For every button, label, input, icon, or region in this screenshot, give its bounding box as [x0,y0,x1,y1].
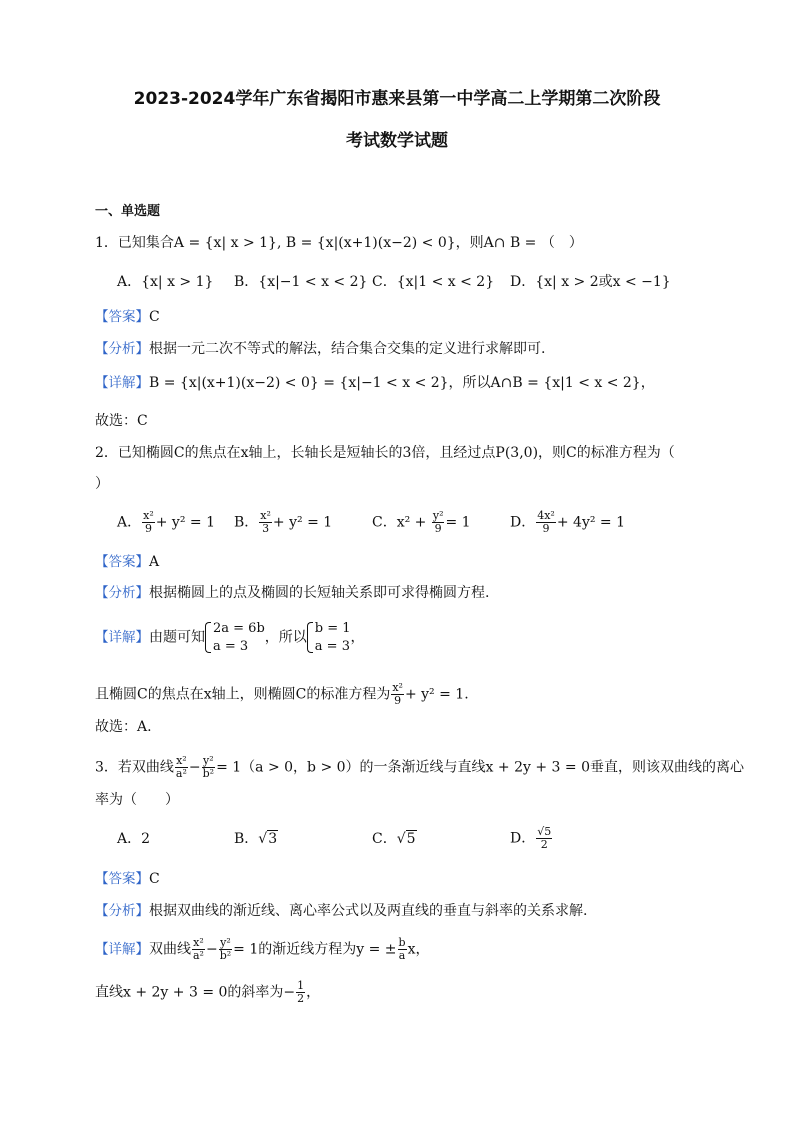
q2-option-c: C．x² + $\frac{\text{y²}}{9}$ = 1 [372,509,471,536]
q3-option-c: C．√5 [372,831,416,847]
analysis-label: 【分析】 [95,585,149,601]
q3-option-b: B．√3 [234,831,278,847]
q2-system-2: b = 1 a = 3 [307,620,351,655]
q1-option-a: A．{x| x > 1} [117,274,214,290]
q1-option-b: B．{x|−1 < x < 2} [234,274,368,290]
q1-option-d: D．{x| x > 2或x < −1} [510,274,671,290]
q2-option-a: A． $\frac{\text{x²}}{9}$ + y² = 1 [117,509,215,536]
q3-detail-line2: 直线x + 2y + 3 = 0的斜率为− $\frac{1}{2}$ ， [95,979,321,1006]
document-title-line1: 2023-2024学年广东省揭阳市惠来县第一中学高二上学期第二次阶段 [133,89,661,109]
q2-choice: 故选：A. [95,719,152,735]
q2-answer: 【答案】A [95,554,160,570]
q2-stem-cont: ） [95,476,109,492]
q2-stem: 2．已知椭圆C的焦点在x轴上，长轴长是短轴长的3倍，且经过点P(3,0)，则C的标准方程为（ [95,445,675,461]
q3-option-a: A．2 [117,831,151,847]
detail-label: 【详解】 [95,375,149,391]
detail-label: 【详解】 [95,629,149,646]
q2-detail: 【详解】由题可知 2a = 6b a = 3 ，所以 b = 1 a = 3 ， [95,621,365,654]
q3-stem: 3．若双曲线 $\frac{\text{x²}}{\text{a²}}$ − $\frac{\text{y²}}{\text{b²}}$ = 1（a > 0，b > 0）的一条渐近线与直线x + 2y + 3 = 0垂直，则该双曲线的离心 [95,754,744,781]
q3-analysis: 【分析】根据双曲线的渐近线、离心率公式以及两直线的垂直与斜率的关系求解. [95,903,588,919]
q1-detail: 【详解】B = {x|(x+1)(x−2) < 0} = {x|−1 < x < 2}，所以A∩B = {x|1 < x < 2}， [95,375,655,391]
q2-analysis: 【分析】根据椭圆上的点及椭圆的长短轴关系即可求得椭圆方程. [95,585,490,601]
q3-answer: 【答案】C [95,871,160,887]
q3-stem-cont: 率为（ ） [95,792,179,808]
analysis-label: 【分析】 [95,903,149,919]
q1-analysis: 【分析】根据一元二次不等式的解法，结合集合交集的定义进行求解即可. [95,341,546,357]
q1-option-c: C．{x|1 < x < 2} [372,274,495,290]
q1-stem: 1．已知集合A = {x| x > 1}, B = {x|(x+1)(x−2) < 0}，则A∩ B = （ ） [95,235,583,251]
section-heading: 一、单选题 [95,204,161,219]
q3-option-d: D． $\frac{√5}{2}$ [510,825,552,852]
answer-label: 【答案】 [95,871,149,887]
answer-label: 【答案】 [95,309,149,325]
q2-option-b: B． $\frac{\text{x²}}{3}$ + y² = 1 [234,509,333,536]
answer-label: 【答案】 [95,554,149,570]
q1-answer: 【答案】C [95,309,160,325]
analysis-label: 【分析】 [95,341,149,357]
q3-detail: 【详解】双曲线 $\frac{\text{x²}}{\text{a²}}$ − $\frac{\text{y²}}{\text{b²}}$ = 1的渐近线方程为y = ± $\frac{b}{a}$ x， [95,936,430,963]
q2-system-1: 2a = 6b a = 3 [205,620,265,655]
detail-label: 【详解】 [95,941,149,958]
document-title-line2: 考试数学试题 [346,131,448,151]
q2-detail-line2: 且椭圆C的焦点在x轴上，则椭圆C的标准方程为 $\frac{\text{x²}}{9}$ + y² = 1. [95,681,469,708]
q1-choice: 故选：C [95,413,148,429]
q2-option-d: D． $\frac{\text{4x²}}{9}$ + 4y² = 1 [510,509,626,536]
